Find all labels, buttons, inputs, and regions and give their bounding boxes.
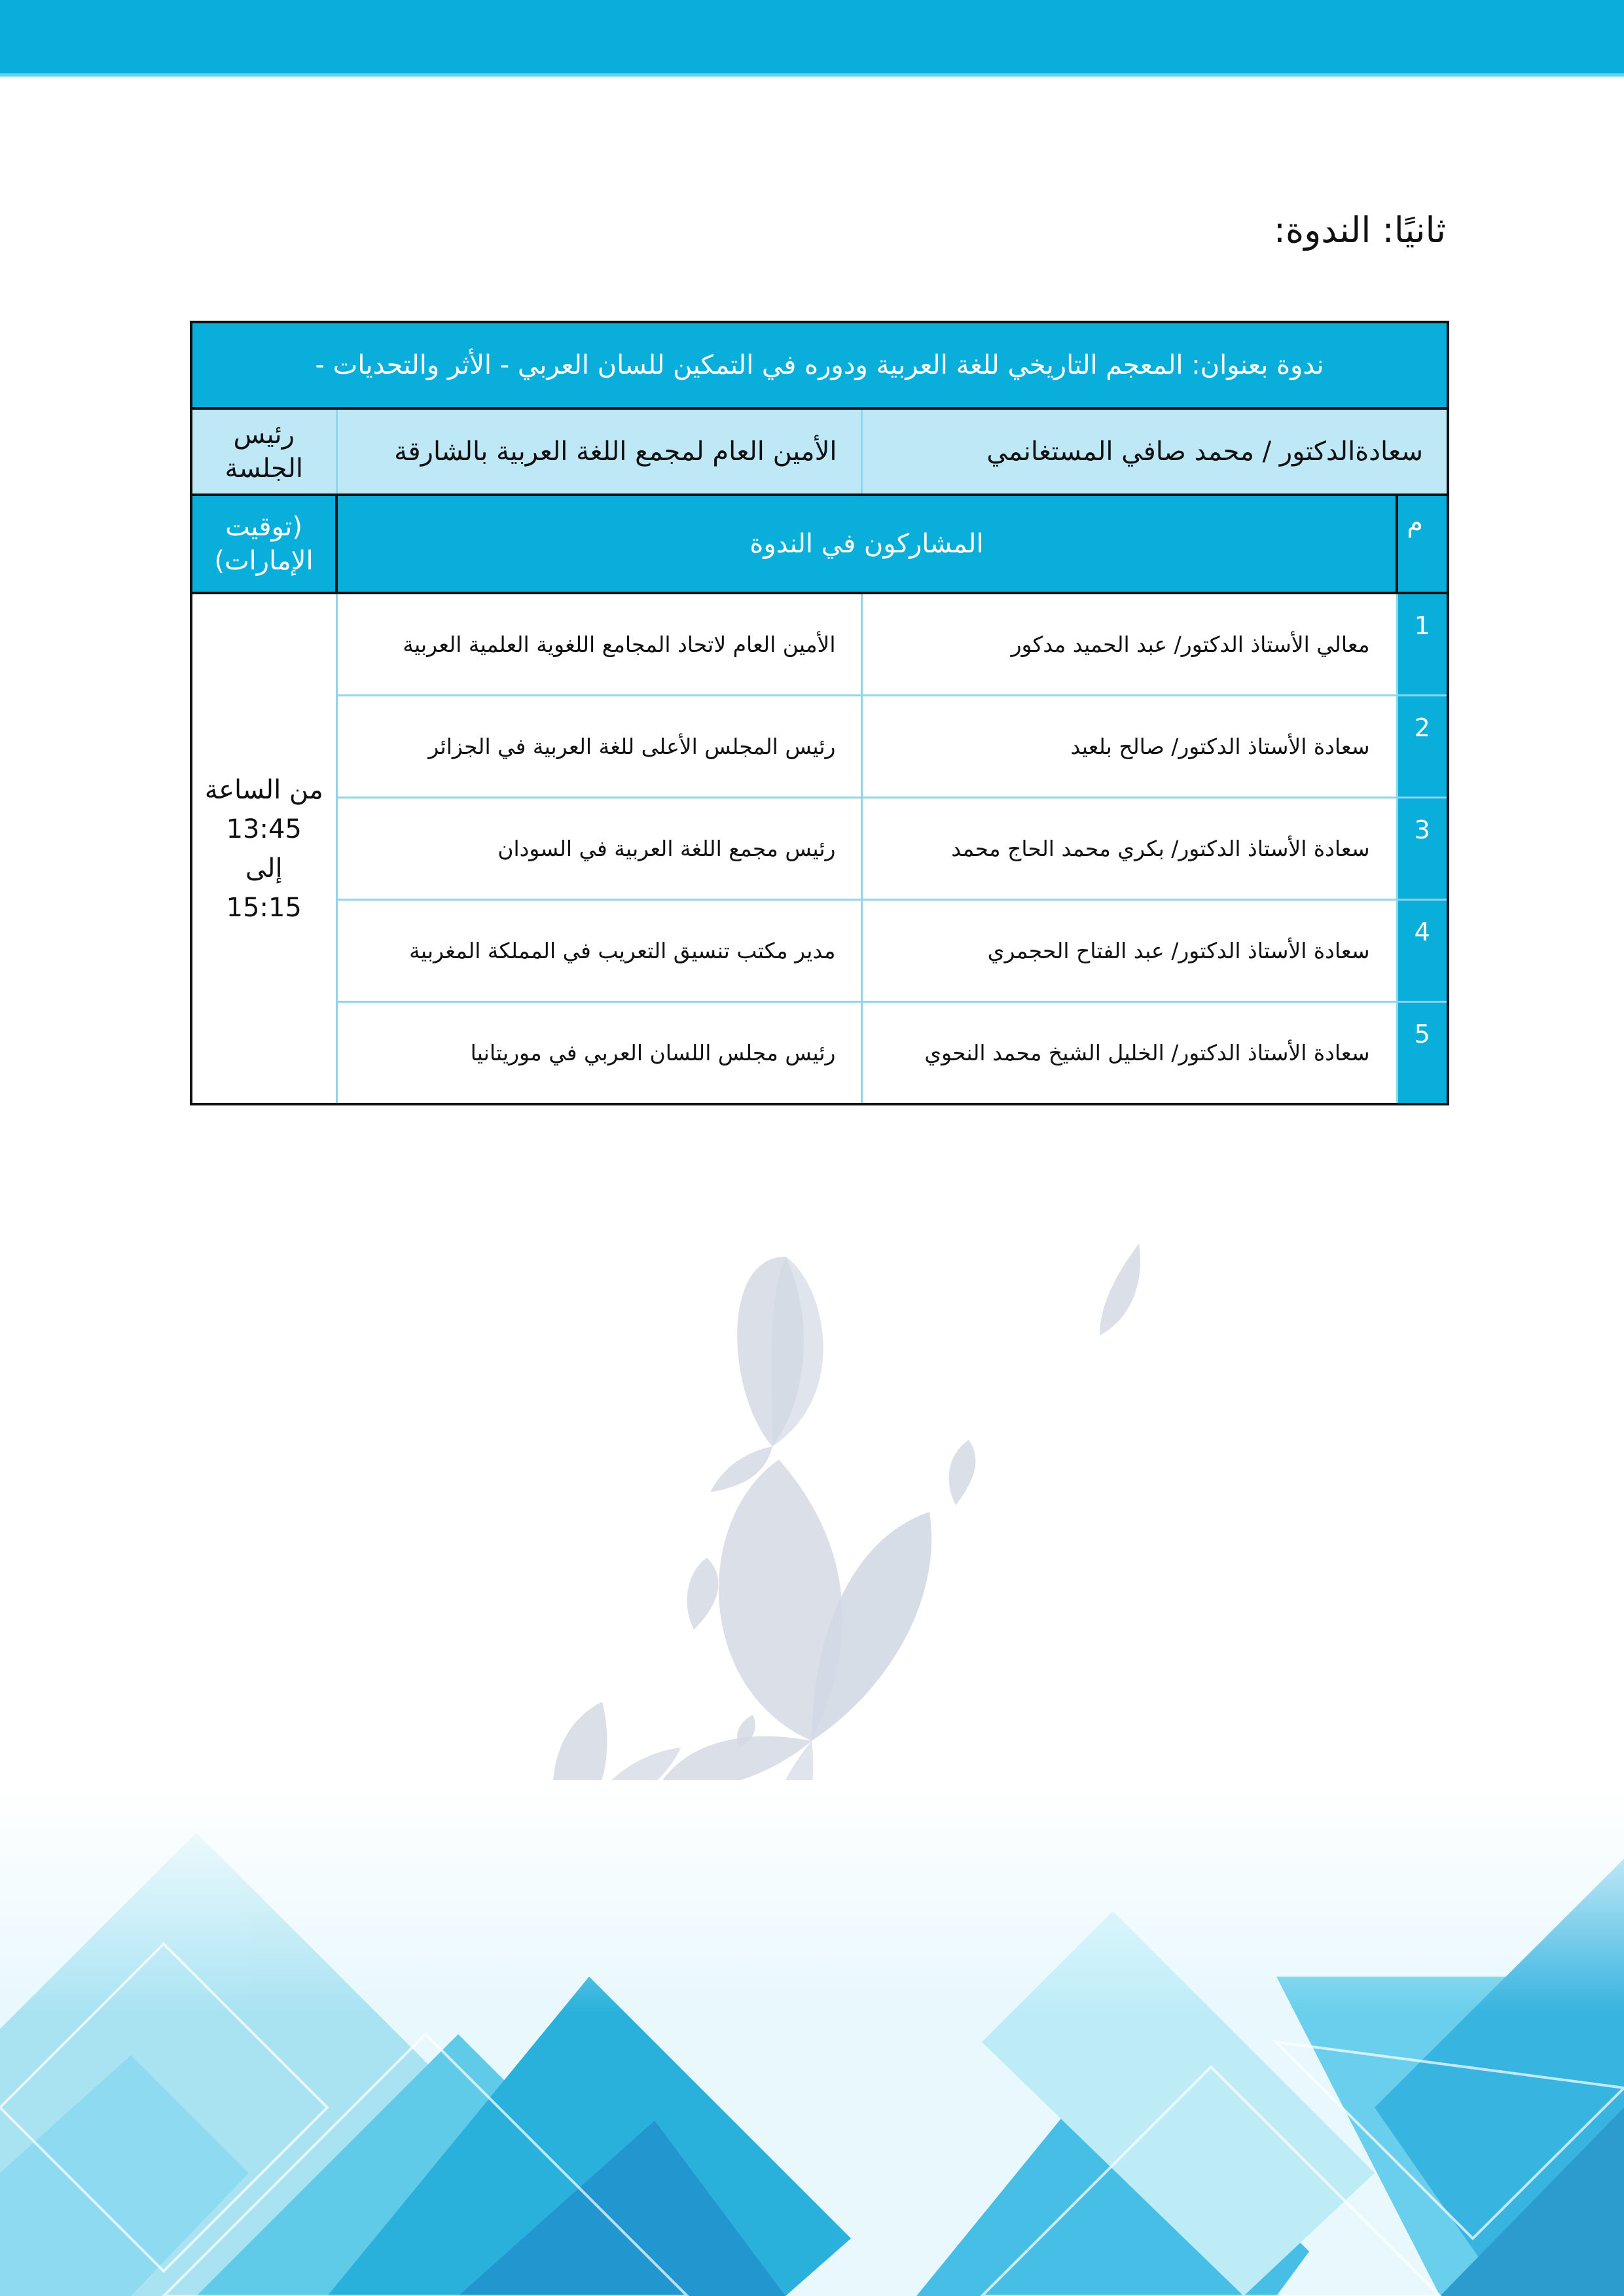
row-number: 3 <box>1397 798 1448 900</box>
participant-role: مدير مكتب تنسيق التعريب في المملكة المغربية <box>336 900 861 1002</box>
table-row <box>191 798 1448 900</box>
table-row <box>191 900 1448 1002</box>
section-heading: ثانيًا: الندوة: <box>1273 209 1446 251</box>
participant-role: الأمين العام لاتحاد المجامع اللغوية العلمية العربية <box>336 593 861 696</box>
column-header-participants: المشاركون في الندوة <box>336 495 1397 593</box>
participant-name: سعادة الأستاذ الدكتور/ عبد الفتاح الحجمري <box>861 900 1397 1002</box>
row-number: 1 <box>1397 593 1448 696</box>
time-end: 15:15 <box>226 892 302 923</box>
time-from-label: من الساعة <box>204 774 323 805</box>
chair-name: سعادةالدكتور / محمد صافي المستغانمي <box>861 408 1448 495</box>
table-row <box>191 593 1448 696</box>
table-row <box>191 1002 1448 1105</box>
blue-geometric-background <box>0 1780 1624 2296</box>
participant-role: رئيس مجلس اللسان العربي في موريتانيا <box>336 1002 861 1105</box>
butterfly-wing <box>949 1440 976 1505</box>
column-header-number: م <box>1397 495 1448 593</box>
row-number: 4 <box>1397 900 1448 1002</box>
participant-name: سعادة الأستاذ الدكتور/ بكري محمد الحاج محمد <box>861 798 1397 900</box>
table-row <box>191 696 1448 798</box>
butterfly-wing <box>687 1558 719 1630</box>
participant-role: رئيس مجمع اللغة العربية في السودان <box>336 798 861 900</box>
participant-name: سعادة الأستاذ الدكتور/ صالح بلعيد <box>861 696 1397 798</box>
top-header-band <box>0 0 1624 77</box>
seminar-program-table <box>190 321 1449 1105</box>
butterfly-wing <box>1100 1244 1140 1335</box>
participant-role: رئيس المجلس الأعلى للغة العربية في الجزائر <box>336 696 861 798</box>
seminar-title: ندوة بعنوان: المعجم التاريخي للغة العربية ودوره في التمكين للسان العربي - الأثر والتحديات - <box>191 322 1448 408</box>
participant-name: معالي الأستاذ الدكتور/ عبد الحميد مدكور <box>861 593 1397 696</box>
row-number: 5 <box>1397 1002 1448 1105</box>
time-start: 13:45 <box>226 814 302 844</box>
butterfly-wing <box>771 1257 823 1446</box>
participant-name: سعادة الأستاذ الدكتور/ الخليل الشيخ محمد النحوي <box>861 1002 1397 1105</box>
row-number: 2 <box>1397 696 1448 798</box>
session-time <box>191 593 336 1104</box>
time-to-label: إلى <box>245 853 283 884</box>
column-header-time: (توقيت الإمارات) <box>191 495 336 593</box>
chair-role: الأمين العام لمجمع اللغة العربية بالشارقة <box>336 408 861 495</box>
chair-label: رئيس الجلسة <box>191 408 336 495</box>
